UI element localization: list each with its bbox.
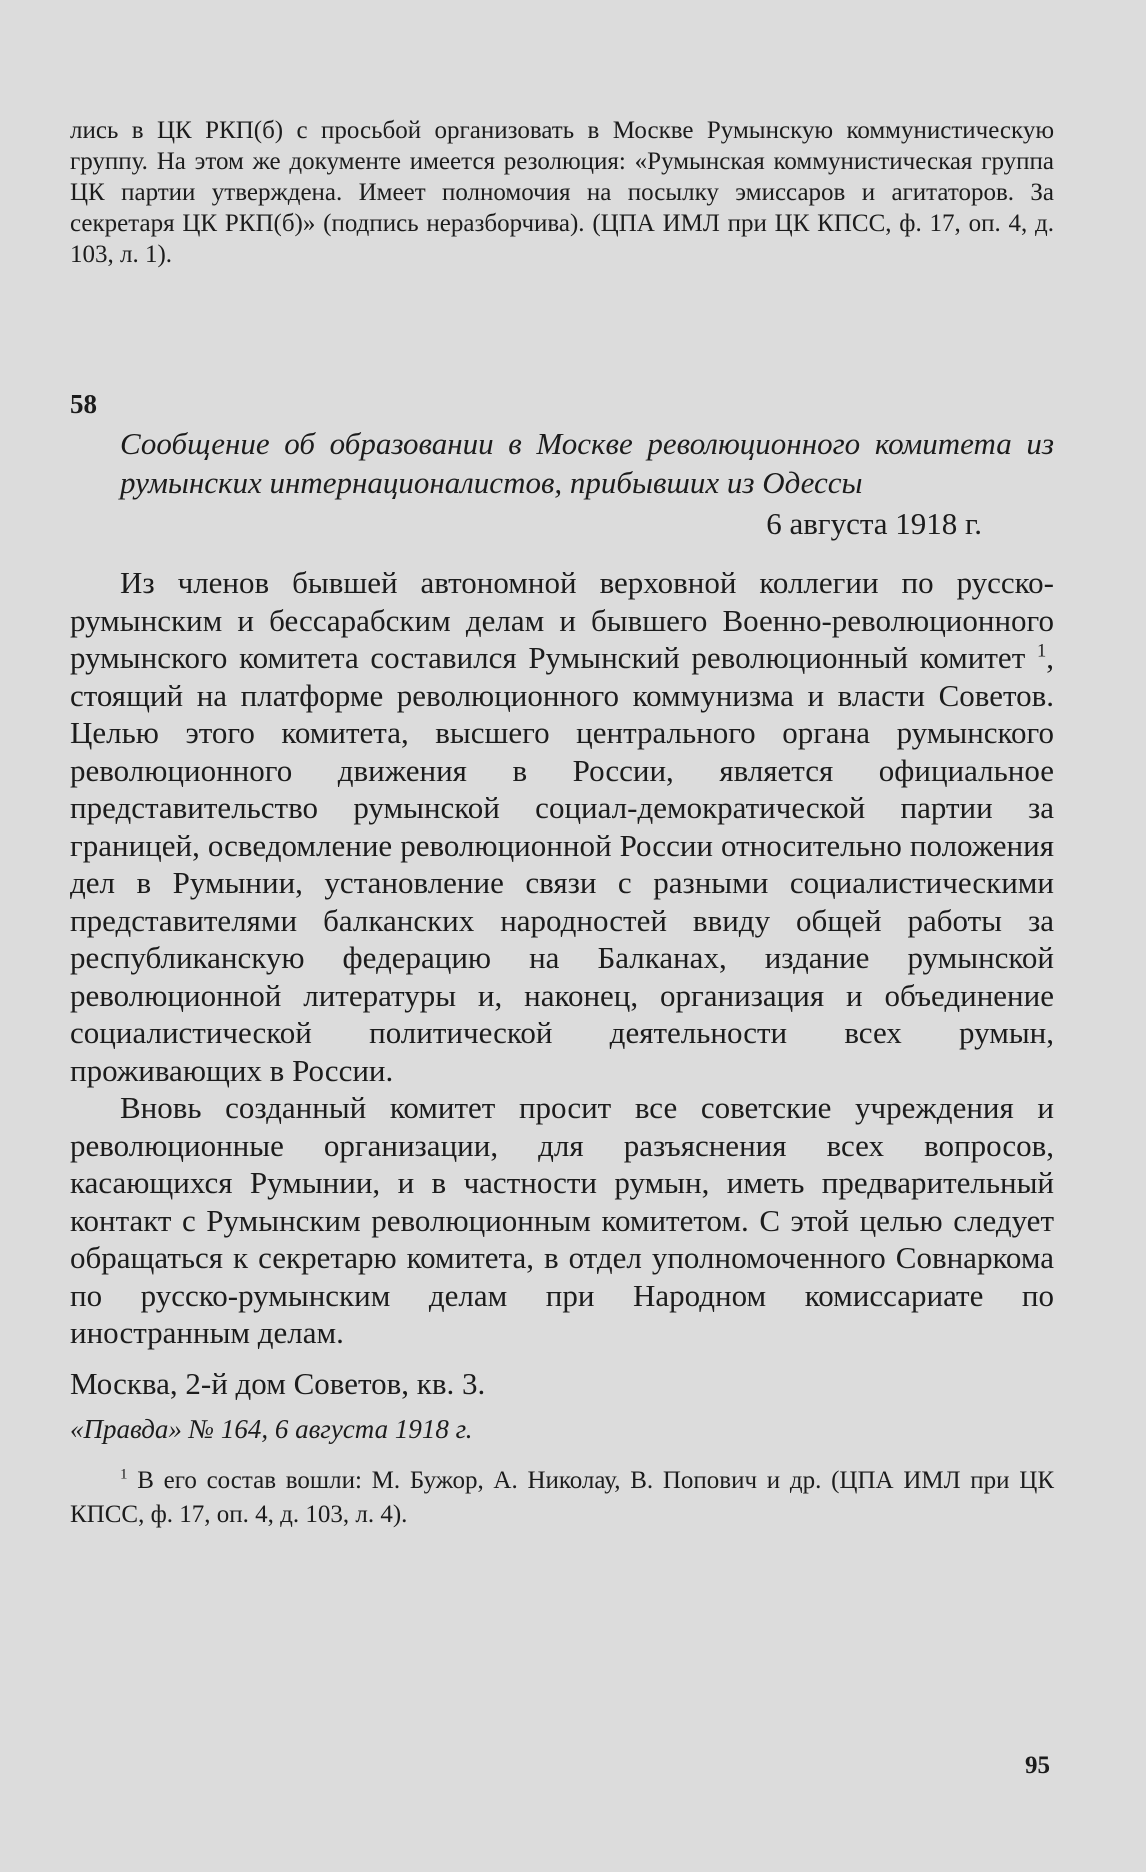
document-title: Сообщение об образовании в Москве революционного комитета из румынских интернационалистов, прибывших из Одессы bbox=[120, 426, 1054, 500]
document-number: 58 bbox=[70, 389, 97, 419]
page-number: 95 bbox=[1025, 1752, 1050, 1779]
document-date: 6 августа 1918 г. bbox=[766, 506, 982, 541]
body-paragraph-1 bbox=[70, 564, 1054, 1089]
footnote-reference: 1 bbox=[1036, 640, 1047, 662]
paragraph-1-start: Из членов бывшей автономной верховной коллегии по русско-румынским и бессарабским делам и бывшего Военно-революционного румынского комитета составился Румынский революционный комитет bbox=[70, 565, 1054, 675]
body-paragraph-2: Вновь созданный комитет просит все советские учреждения и революционные организации, для разъяснения всех вопросов, касающихся Румынии, и в частности румын, иметь предварительный контакт с Румынским революционным комитетом. С этой целью следует обращаться к секретарю комитета, в отдел уполномоченного Совнаркома по русско-румынским делам при Народном комиссариате по иностранным делам. bbox=[70, 1090, 1054, 1350]
footnote bbox=[70, 1464, 1054, 1532]
document-body bbox=[70, 564, 1054, 1352]
paragraph-1-end: , стоящий на платформе революционного коммунизма и власти Советов. Целью этого комитета, высшего центрального органа румынского революционного движения в России, является официальное представительство румынской социал-демократической партии за границей, осведомление революционной России относительно положения дел в Румынии, установление связи с разными социалистическими представителями балканских народностей ввиду общей работы за республиканскую федерацию на Балканах, издание румынской революционной литературы и, наконец, организация и объединение социалистической политической деятельности всех румын, проживающих в России. bbox=[70, 640, 1055, 1088]
footnote-mark: 1 bbox=[120, 1466, 128, 1483]
document-signature: Москва, 2-й дом Советов, кв. 3. bbox=[70, 1365, 486, 1401]
document-source: «Правда» № 164, 6 августа 1918 г. bbox=[70, 1413, 473, 1444]
previous-document-note: лись в ЦК РКП(б) с просьбой организовать в Москве Румынскую коммунистическую группу. На этом же документе имеется резолюция: «Румынская коммунистическая группа ЦК партии утверждена. Имеет полномочия на посылку эмиссаров и агитаторов. За секретаря ЦК РКП(б)» (подпись неразборчива). (ЦПА ИМЛ при ЦК КПСС, ф. 17, оп. 4, д. 103, л. 1). bbox=[70, 117, 1054, 268]
footnote-text: В его состав вошли: М. Бужор, А. Николау, В. Попович и др. (ЦПА ИМЛ при ЦК КПСС, ф. 17, оп. 4, д. 103, л. 4). bbox=[70, 1466, 1054, 1528]
